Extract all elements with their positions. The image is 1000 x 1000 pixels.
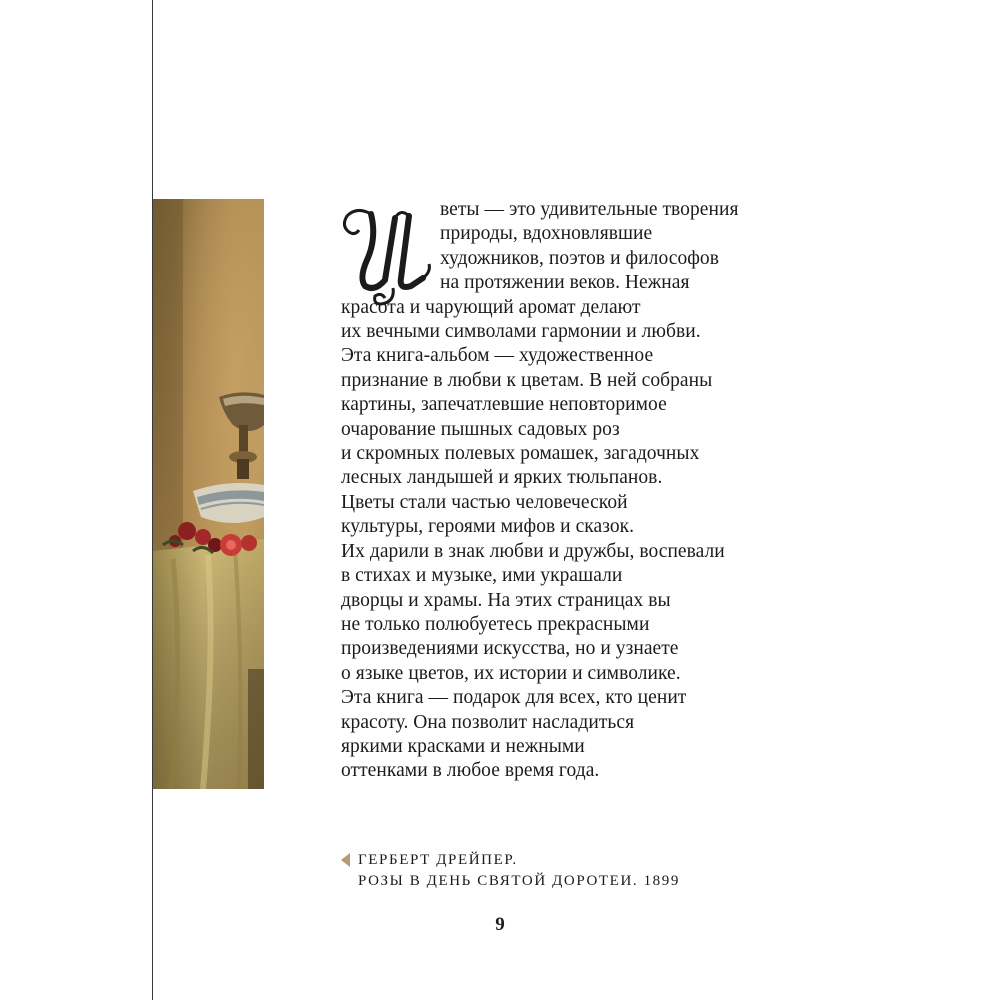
text-line: красоту. Она позволит насладиться (341, 711, 635, 733)
text-line: и скромных полевых ромашек, загадочных (341, 443, 700, 465)
text-line: Их дарили в знак любви и дружбы, воспевали (341, 540, 725, 562)
text-line: на протяжении веков. Нежная (440, 272, 690, 294)
page-number: 9 (495, 914, 505, 935)
text-line: художников, поэтов и философов (440, 247, 719, 269)
text-line: Эта книга-альбом — художественное (341, 345, 654, 367)
text-line: Эта книга — подарок для всех, кто ценит (341, 687, 687, 709)
text-line: дворцы и храмы. На этих страницах вы (341, 589, 671, 611)
caption-artist: ГЕРБЕРТ ДРЕЙПЕР. (358, 852, 518, 868)
text-line: их вечными символами гармонии и любви. (341, 321, 701, 343)
intro-paragraph (341, 198, 781, 784)
text-line: о языке цветов, их истории и символике. (341, 662, 681, 684)
caption-title: РОЗЫ В ДЕНЬ СВЯТОЙ ДОРОТЕИ. 1899 (358, 873, 680, 889)
painting-caption (341, 850, 761, 892)
text-line: веты — это удивительные творения (440, 199, 739, 220)
text-line: признание в любви к цветам. В ней собраны (341, 369, 713, 391)
text-line: оттенками в любое время года. (341, 760, 600, 782)
text-line: лесных ландышей и ярких тюльпанов. (341, 467, 663, 489)
text-line: яркими красками и нежными (341, 735, 585, 757)
text-line: природы, вдохновлявшие (440, 223, 653, 245)
text-line: Цветы стали частью человеческой (341, 491, 628, 513)
painting-fragment (153, 199, 264, 789)
text-line: в стихах и музыке, ими украшали (341, 565, 623, 587)
text-line: красота и чарующий аромат делают (341, 296, 641, 318)
drop-cap-letter (341, 198, 437, 310)
text-line: не только полюбуетесь прекрасными (341, 613, 650, 635)
triangle-left-icon (341, 853, 350, 867)
text-line: культуры, героями мифов и сказок. (341, 516, 635, 538)
text-line: картины, запечатлевшие неповторимое (341, 394, 667, 416)
text-line: произведениями искусства, но и узнаете (341, 638, 679, 660)
text-line: очарование пышных садовых роз (341, 418, 620, 440)
